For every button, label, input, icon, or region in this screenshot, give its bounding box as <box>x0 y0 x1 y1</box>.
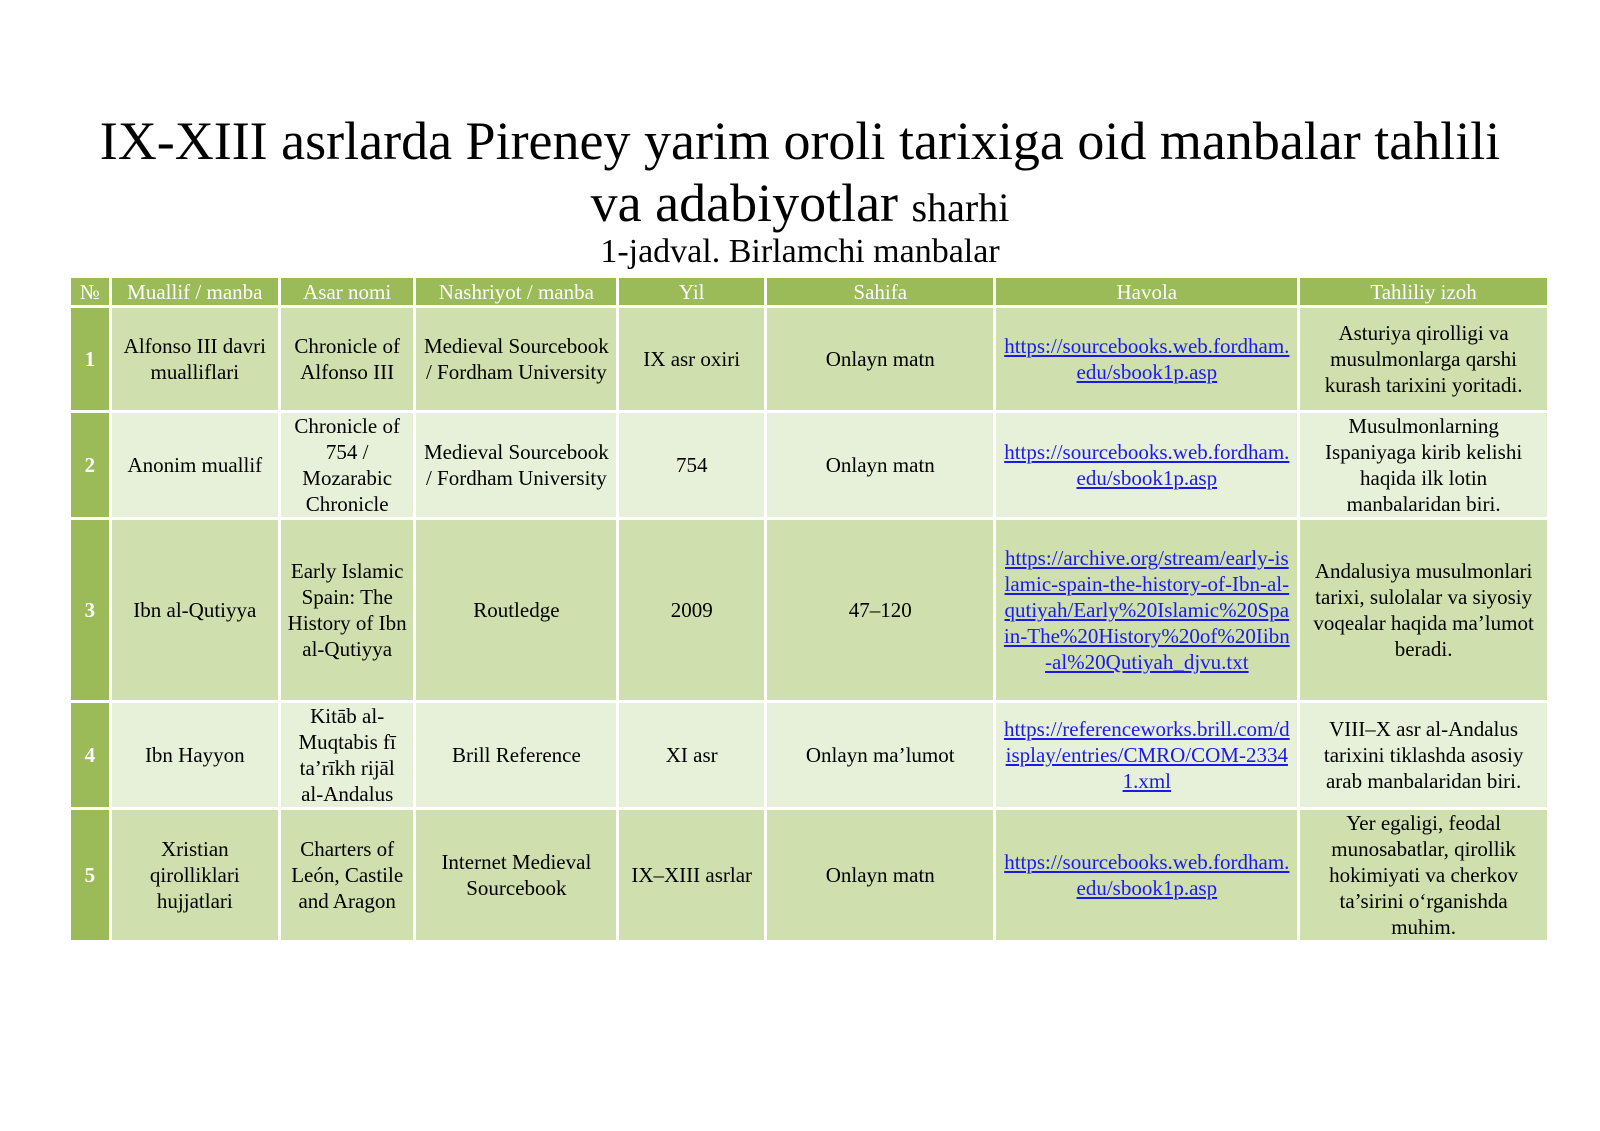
table-row <box>71 520 1547 700</box>
header-publisher: Nashriyot / manba <box>416 278 616 305</box>
cell-year: XI asr <box>619 703 764 807</box>
header-num: № <box>71 278 109 305</box>
cell-link <box>996 703 1297 807</box>
title-line-1: IX-XIII asrlarda Pireney yarim oroli tarixiga oid manbalar tahlili <box>99 111 1501 171</box>
cell-work: Early Islamic Spain: The History of Ibn al-Qutiyya <box>281 520 414 700</box>
cell-year: 754 <box>619 413 764 517</box>
cell-publisher: Routledge <box>416 520 616 700</box>
cell-publisher: Internet Medieval Sourcebook <box>416 810 616 940</box>
header-link: Havola <box>996 278 1297 305</box>
title-line-2-main: va adabiyotlar <box>590 173 899 233</box>
header-year: Yil <box>619 278 764 305</box>
header-work: Asar nomi <box>281 278 414 305</box>
page-title <box>0 110 1600 239</box>
cell-year: IX–XIII asrlar <box>619 810 764 940</box>
header-author: Muallif / manba <box>112 278 278 305</box>
cell-note: VIII–X asr al-Andalus tarixini tiklashda asosiy arab manbalaridan biri. <box>1300 703 1547 807</box>
cell-link <box>996 810 1297 940</box>
title-line-2-small: sharhi <box>911 185 1010 230</box>
table-caption: 1-jadval. Birlamchi manbalar <box>600 233 1000 270</box>
source-link[interactable]: https://sourcebooks.web.fordham.edu/sbook1p.asp <box>1004 850 1290 900</box>
cell-publisher: Medieval Sourcebook / Fordham University <box>416 413 616 517</box>
cell-pages: Onlayn ma’lumot <box>767 703 993 807</box>
sources-table-container <box>71 275 1553 943</box>
cell-link <box>996 413 1297 517</box>
table-row <box>71 810 1547 940</box>
table-row <box>71 413 1547 517</box>
cell-work: Kitāb al-Muqtabis fī ta’rīkh rijāl al-Andalus <box>281 703 414 807</box>
row-number: 5 <box>71 810 109 940</box>
cell-author: Xristian qirolliklari hujjatlari <box>112 810 278 940</box>
cell-author: Ibn Hayyon <box>112 703 278 807</box>
sources-table <box>68 275 1550 943</box>
cell-publisher: Brill Reference <box>416 703 616 807</box>
source-link[interactable]: https://archive.org/stream/early-islamic-spain-the-history-of-Ibn-al-qutiyah/Early%20Islamic%20Spain-The%20History%20of%20Iibn-al%20Qutiyah_djvu.txt <box>1003 546 1290 674</box>
cell-work: Chronicle of Alfonso III <box>281 308 414 410</box>
cell-author: Alfonso III davri mualliflari <box>112 308 278 410</box>
row-number: 3 <box>71 520 109 700</box>
cell-pages: 47–120 <box>767 520 993 700</box>
cell-pages: Onlayn matn <box>767 810 993 940</box>
cell-publisher: Medieval Sourcebook / Fordham University <box>416 308 616 410</box>
cell-pages: Onlayn matn <box>767 308 993 410</box>
table-row <box>71 703 1547 807</box>
source-link[interactable]: https://sourcebooks.web.fordham.edu/sbook1p.asp <box>1004 440 1290 490</box>
cell-year: IX asr oxiri <box>619 308 764 410</box>
cell-year: 2009 <box>619 520 764 700</box>
cell-note: Yer egaligi, feodal munosabatlar, qirollik hokimiyati va cherkov ta’sirini o‘rganishda muhim. <box>1300 810 1547 940</box>
cell-pages: Onlayn matn <box>767 413 993 517</box>
cell-work: Chronicle of 754 / Mozarabic Chronicle <box>281 413 414 517</box>
table-header-row <box>71 278 1547 305</box>
header-pages: Sahifa <box>767 278 993 305</box>
cell-note: Andalusiya musulmonlari tarixi, sulolalar va siyosiy voqealar haqida ma’lumot beradi. <box>1300 520 1547 700</box>
cell-link <box>996 308 1297 410</box>
row-number: 4 <box>71 703 109 807</box>
header-note: Tahliliy izoh <box>1300 278 1547 305</box>
cell-note: Musulmonlarning Ispaniyaga kirib kelishi haqida ilk lotin manbalaridan biri. <box>1300 413 1547 517</box>
cell-note: Asturiya qirolligi va musulmonlarga qarshi kurash tarixini yoritadi. <box>1300 308 1547 410</box>
cell-author: Ibn al-Qutiyya <box>112 520 278 700</box>
table-row <box>71 308 1547 410</box>
cell-link <box>996 520 1297 700</box>
cell-author: Anonim muallif <box>112 413 278 517</box>
row-number: 1 <box>71 308 109 410</box>
row-number: 2 <box>71 413 109 517</box>
cell-work: Charters of León, Castile and Aragon <box>281 810 414 940</box>
source-link[interactable]: https://sourcebooks.web.fordham.edu/sbook1p.asp <box>1004 334 1290 384</box>
title-line-2 <box>0 172 1600 239</box>
source-link[interactable]: https://referenceworks.brill.com/display/entries/CMRO/COM-23341.xml <box>1003 717 1290 793</box>
